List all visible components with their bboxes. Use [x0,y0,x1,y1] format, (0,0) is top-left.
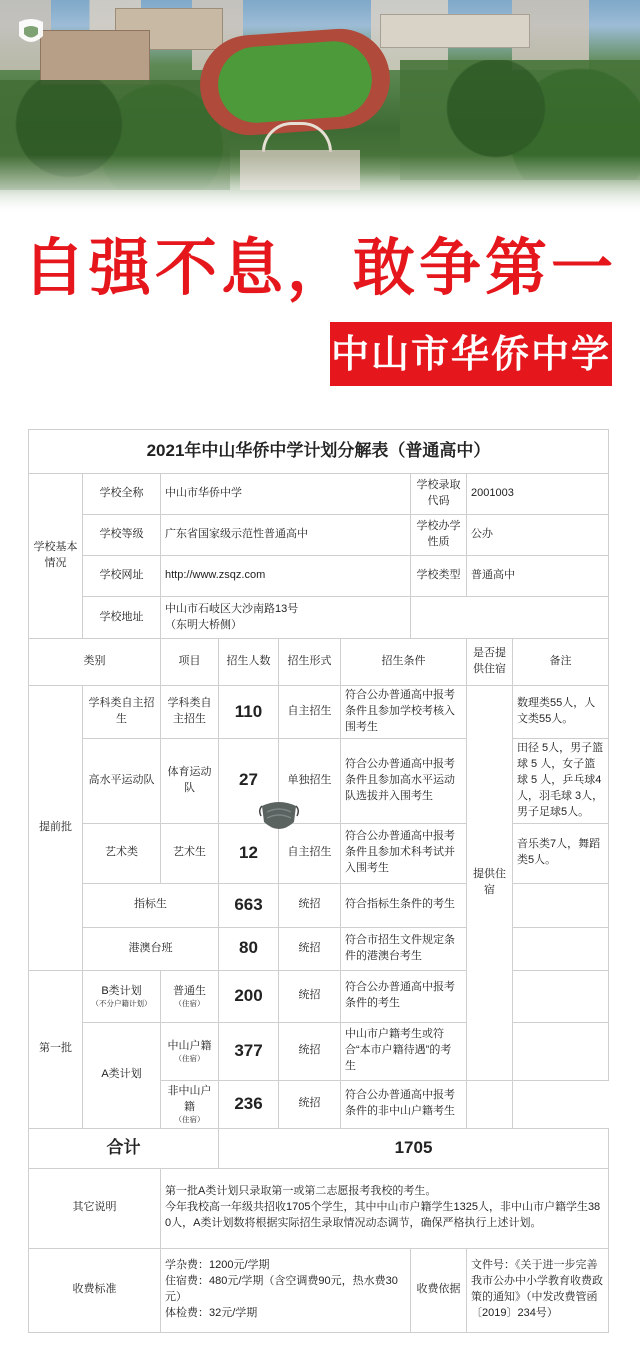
table-row [29,738,609,823]
slogan: 自强不息，敢争第一 [22,231,617,304]
nature-value: 公办 [467,515,609,556]
b-item-title: 普通生 [173,984,206,997]
enrollment-plan-table [28,429,609,1333]
header-remark: 备注 [513,639,609,686]
code-label: 学校录取代码 [411,474,467,515]
grade-label: 学校等级 [83,515,161,556]
notes-label: 其它说明 [29,1168,161,1248]
b-item-sub: （住宿） [174,999,205,1009]
table-row [29,970,609,1022]
a2-item-sub: （住宿） [174,1115,205,1125]
row-form: 单独招生 [279,738,341,823]
table-row [29,823,609,883]
notes-row [29,1168,609,1248]
table-title: 2021年中山华侨中学计划分解表（普通高中） [29,430,609,474]
row-category: 学科类自主招生 [83,686,161,739]
notes-line1: 第一批A类计划只录取第一或第二志愿报考我校的考生。 [165,1185,437,1198]
a1-condition: 中山市户籍考生或符合“本市户籍待遇”的考生 [341,1022,467,1080]
address-value [161,597,411,639]
row-count: 80 [219,927,279,970]
row-remark: 音乐类7人，舞蹈类5人。 [513,823,609,883]
fees-basis-label: 收费依据 [411,1248,467,1332]
header-category: 类别 [29,639,161,686]
b-remark [513,970,609,1022]
row-category: 艺术类 [83,823,161,883]
notes-content [161,1168,609,1248]
total-label: 合计 [29,1128,219,1168]
a1-count: 377 [219,1022,279,1080]
address-line2: （东明大桥侧） [165,618,242,631]
a2-form: 统招 [279,1080,341,1128]
b-condition: 符合公办普通高中报考条件的考生 [341,970,467,1022]
row-condition: 符合公办普通高中报考条件且参加术科考试并入围考生 [341,823,467,883]
fees-label: 收费标准 [29,1248,161,1332]
row-form: 统招 [279,883,341,927]
grade-value: 广东省国家级示范性普通高中 [161,515,411,556]
campus-aerial-photo [0,0,640,215]
address-label: 学校地址 [83,597,161,639]
face-mask-icon [258,800,300,834]
nature-label: 学校办学性质 [411,515,467,556]
a1-item [161,1022,219,1080]
lodging-provided: 提供住宿 [467,686,513,1081]
header-item: 项目 [161,639,219,686]
school-logo-icon [16,16,46,50]
a2-count: 236 [219,1080,279,1128]
b-plan-label [83,970,161,1022]
row-count: 12 [219,823,279,883]
code-value: 2001003 [467,474,609,515]
fee-tuition: 学杂费：1200元/学期 [165,1259,270,1272]
b-plan-title: B类计划 [101,984,142,997]
row-item: 学科类自主招生 [161,686,219,739]
school-name-banner: 中山市华侨中学 [330,322,612,386]
full-name-label: 学校全称 [83,474,161,515]
a1-form: 统招 [279,1022,341,1080]
a2-item [161,1080,219,1128]
table-row [29,1022,609,1080]
row-remark [513,883,609,927]
row-category: 指标生 [83,883,219,927]
a2-condition: 符合公办普通高中报考条件的非中山户籍考生 [341,1080,467,1128]
header-condition: 招生条件 [341,639,467,686]
address-line1: 中山市石岐区大沙南路13号 [165,602,299,615]
fees-row [29,1248,609,1332]
table-row [29,883,609,927]
website-value: http://www.zsqz.com [161,556,411,597]
row-condition: 符合公办普通高中报考条件且参加高水平运动队选拔并入围考生 [341,738,467,823]
row-condition: 符合指标生条件的考生 [341,883,467,927]
website-label: 学校网址 [83,556,161,597]
type-value: 普通高中 [467,556,609,597]
a1-item-title: 中山户籍 [167,1039,212,1052]
b-form: 统招 [279,970,341,1022]
fee-lodging: 住宿费：480元/学期（含空调费90元，热水费30元） [165,1275,398,1303]
table-row [29,686,609,739]
row-remark: 田径 5人，男子篮球 5 人，女子篮球 5 人，乒乓球4人，羽毛球 3人，男子足球5人。 [513,738,609,823]
basic-info-label: 学校基本情况 [29,474,83,639]
total-row [29,1128,609,1168]
row-form: 自主招生 [279,686,341,739]
row-item: 体育运动队 [161,738,219,823]
row-count: 27 [219,738,279,823]
fees-content [161,1248,411,1332]
early-batch-label: 提前批 [29,686,83,971]
header-count: 招生人数 [219,639,279,686]
row-form: 统招 [279,927,341,970]
a1-item-sub: （住宿） [174,1054,205,1064]
fee-exam: 体检费：32元/学期 [165,1306,258,1319]
row-remark: 数理类55人，人文类55人。 [513,686,609,739]
b-count: 200 [219,970,279,1022]
a2-remark [467,1080,513,1128]
b-item [161,970,219,1022]
a-plan-label: A类计划 [83,1022,161,1128]
address-empty-cell [411,597,609,639]
a2-item-title: 非中山户籍 [167,1084,212,1113]
row-count: 110 [219,686,279,739]
row-remark [513,927,609,970]
row-category: 港澳台班 [83,927,219,970]
row-category: 高水平运动队 [83,738,161,823]
full-name-value: 中山市华侨中学 [161,474,411,515]
row-count: 663 [219,883,279,927]
first-batch-label: 第一批 [29,970,83,1128]
row-condition: 符合市招生文件规定条件的港澳台考生 [341,927,467,970]
fees-basis: 文件号：《关于进一步完善我市公办中小学教育收费政策的通知》（中发改费管函〔2019〕234号） [467,1248,609,1332]
header-lodging: 是否提供住宿 [467,639,513,686]
b-plan-sub: （不分户籍计划） [91,999,152,1009]
row-item: 艺术生 [161,823,219,883]
total-value: 1705 [219,1128,609,1168]
notes-line2: 今年我校高一年级共招收1705个学生，其中中山市户籍学生1325人，非中山市户籍学生380人，A类计划数将根据实际招生录取情况动态调节，确保严格执行上述计划。 [165,1201,601,1229]
header-form: 招生形式 [279,639,341,686]
table-row [29,927,609,970]
row-condition: 符合公办普通高中报考条件且参加学校考核入围考生 [341,686,467,739]
type-label: 学校类型 [411,556,467,597]
row-form: 自主招生 [279,823,341,883]
a1-remark [513,1022,609,1080]
